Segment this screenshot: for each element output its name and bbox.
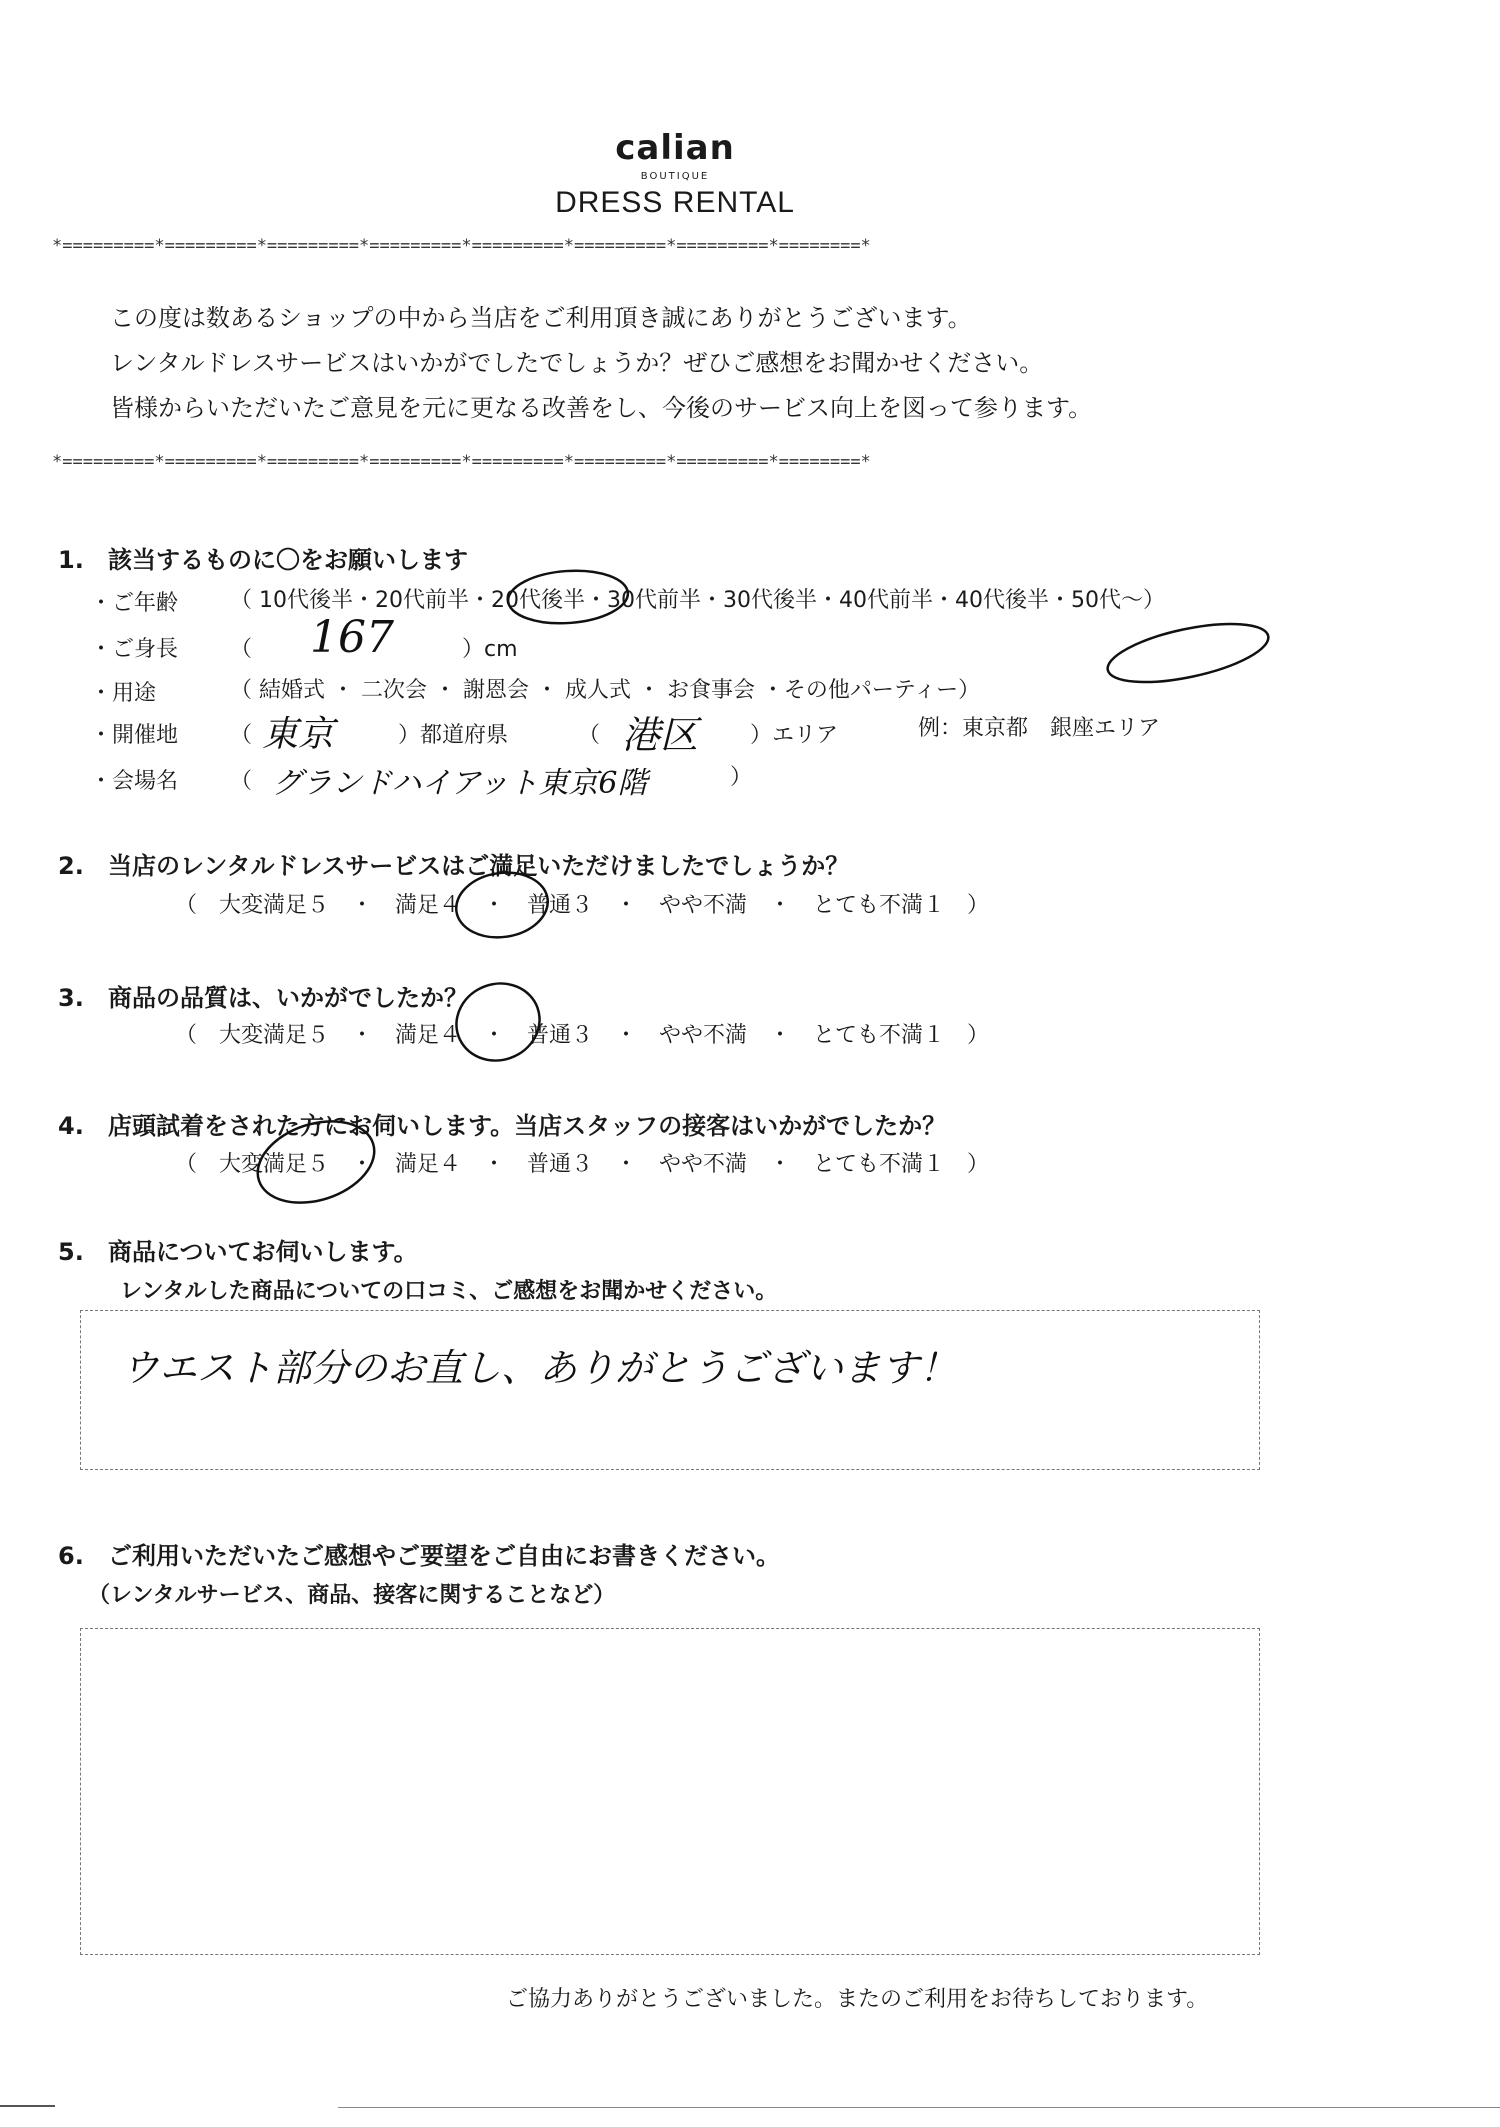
q4-title: 店頭試着をされた方にお伺いします。当店スタッフの接客はいかがでしたか？ [108,1112,947,1140]
intro-line-1: この度は数あるショップの中から当店をご利用頂き誠にありがとうございます。 [110,304,972,332]
q6-number: 6. [58,1542,84,1570]
q1-title: 該当するものに〇をお願いします [108,546,468,574]
height-unit: ）cm [462,637,518,662]
intro-line-3: 皆様からいただいたご意見を元に更なる改善をし、今後のサービス向上を図って参ります。 [110,394,1093,422]
q6-answer-box[interactable] [80,1628,1260,1955]
brand-logo-text: calian [615,128,735,168]
q3-heading [58,978,468,1013]
venue-label: ・開催地 [90,723,179,748]
q4-options[interactable]: （ 大変満足５ ・ 満足４ ・ 普通３ ・ やや不満 ・ とても不満１ ） [175,1152,990,1177]
footer-thanks: ご協力ありがとうございました。またのご利用をお待ちしております。 [506,1987,1209,2012]
height-open: （ [230,637,253,662]
q4-number: 4. [58,1112,84,1140]
hall-label: ・会場名 [90,769,179,794]
q2-title: 当店のレンタルドレスサービスはご満足いただけましたでしょうか？ [108,852,850,880]
hall-value[interactable]: グランドハイアット東京6階 [272,766,648,801]
q2-options[interactable]: （ 大変満足５ ・ 満足４ ・ 普通３ ・ やや不満 ・ とても不満１ ） [175,893,990,918]
venue-area-open: （ [578,723,601,748]
bottom-divider: *=========*=========*=========*=========*=========*=========*=========*========* [52,452,871,472]
page-edge-line [338,2107,1500,2108]
intro-line-2: レンタルドレスサービスはいかがでしたでしょうか？ぜひご感想をお聞かせください。 [110,349,1044,377]
purpose-label: ・用途 [90,681,157,706]
purpose-circle-mark [1103,612,1273,693]
purpose-options[interactable]: （ 結婚式 ・ 二次会 ・ 謝恩会 ・ 成人式 ・ お食事会 ・その他パーティー） [230,678,981,703]
q5-number: 5. [58,1238,84,1266]
hall-close: ） [730,765,753,790]
q6-heading [58,1536,780,1571]
venue-pref-unit: ）都道府県 [398,723,509,748]
q5-answer-box[interactable] [80,1310,1260,1470]
q5-answer-text: ウエスト部分のお直し、ありがとうございます！ [121,1346,958,1390]
venue-area-value[interactable]: 港区 [622,713,699,757]
q5-subtitle: レンタルした商品についての口コミ、ご感想をお聞かせください。 [120,1279,778,1304]
height-value[interactable]: 167 [310,612,394,663]
age-label: ・ご年齢 [90,591,179,616]
q1-heading [58,540,468,575]
q3-number: 3. [58,984,84,1012]
hall-open: （ [230,769,253,794]
service-title: DRESS RENTAL [555,186,795,219]
q6-subtitle: （レンタルサービス、商品、接客に関することなど） [88,1583,616,1608]
top-divider: *=========*=========*=========*=========*=========*=========*=========*========* [52,236,871,256]
q2-number: 2. [58,852,84,880]
q1-number: 1. [58,546,84,574]
age-options[interactable]: （ 10代後半・20代前半・20代後半・30代前半・30代後半・40代前半・40代後半・50代～） [230,588,1165,613]
venue-pref-open: （ [230,723,253,748]
venue-area-unit: ）エリア [750,723,839,748]
venue-example: 例：東京都 銀座エリア [918,716,1161,741]
q2-heading [58,846,849,881]
venue-pref-value[interactable]: 東京 [262,714,335,755]
q5-title: 商品についてお伺いします。 [108,1238,418,1266]
page-edge-mark-left [0,2105,55,2107]
q4-heading [58,1106,946,1141]
q3-options[interactable]: （ 大変満足５ ・ 満足４ ・ 普通３ ・ やや不満 ・ とても不満１ ） [175,1023,990,1048]
height-label: ・ご身長 [90,637,179,662]
brand-subtitle: BOUTIQUE [640,171,710,182]
q6-title: ご利用いただいたご感想やご要望をご自由にお書きください。 [108,1542,780,1570]
q3-title: 商品の品質は、いかがでしたか？ [108,984,468,1012]
q5-heading [58,1232,418,1267]
